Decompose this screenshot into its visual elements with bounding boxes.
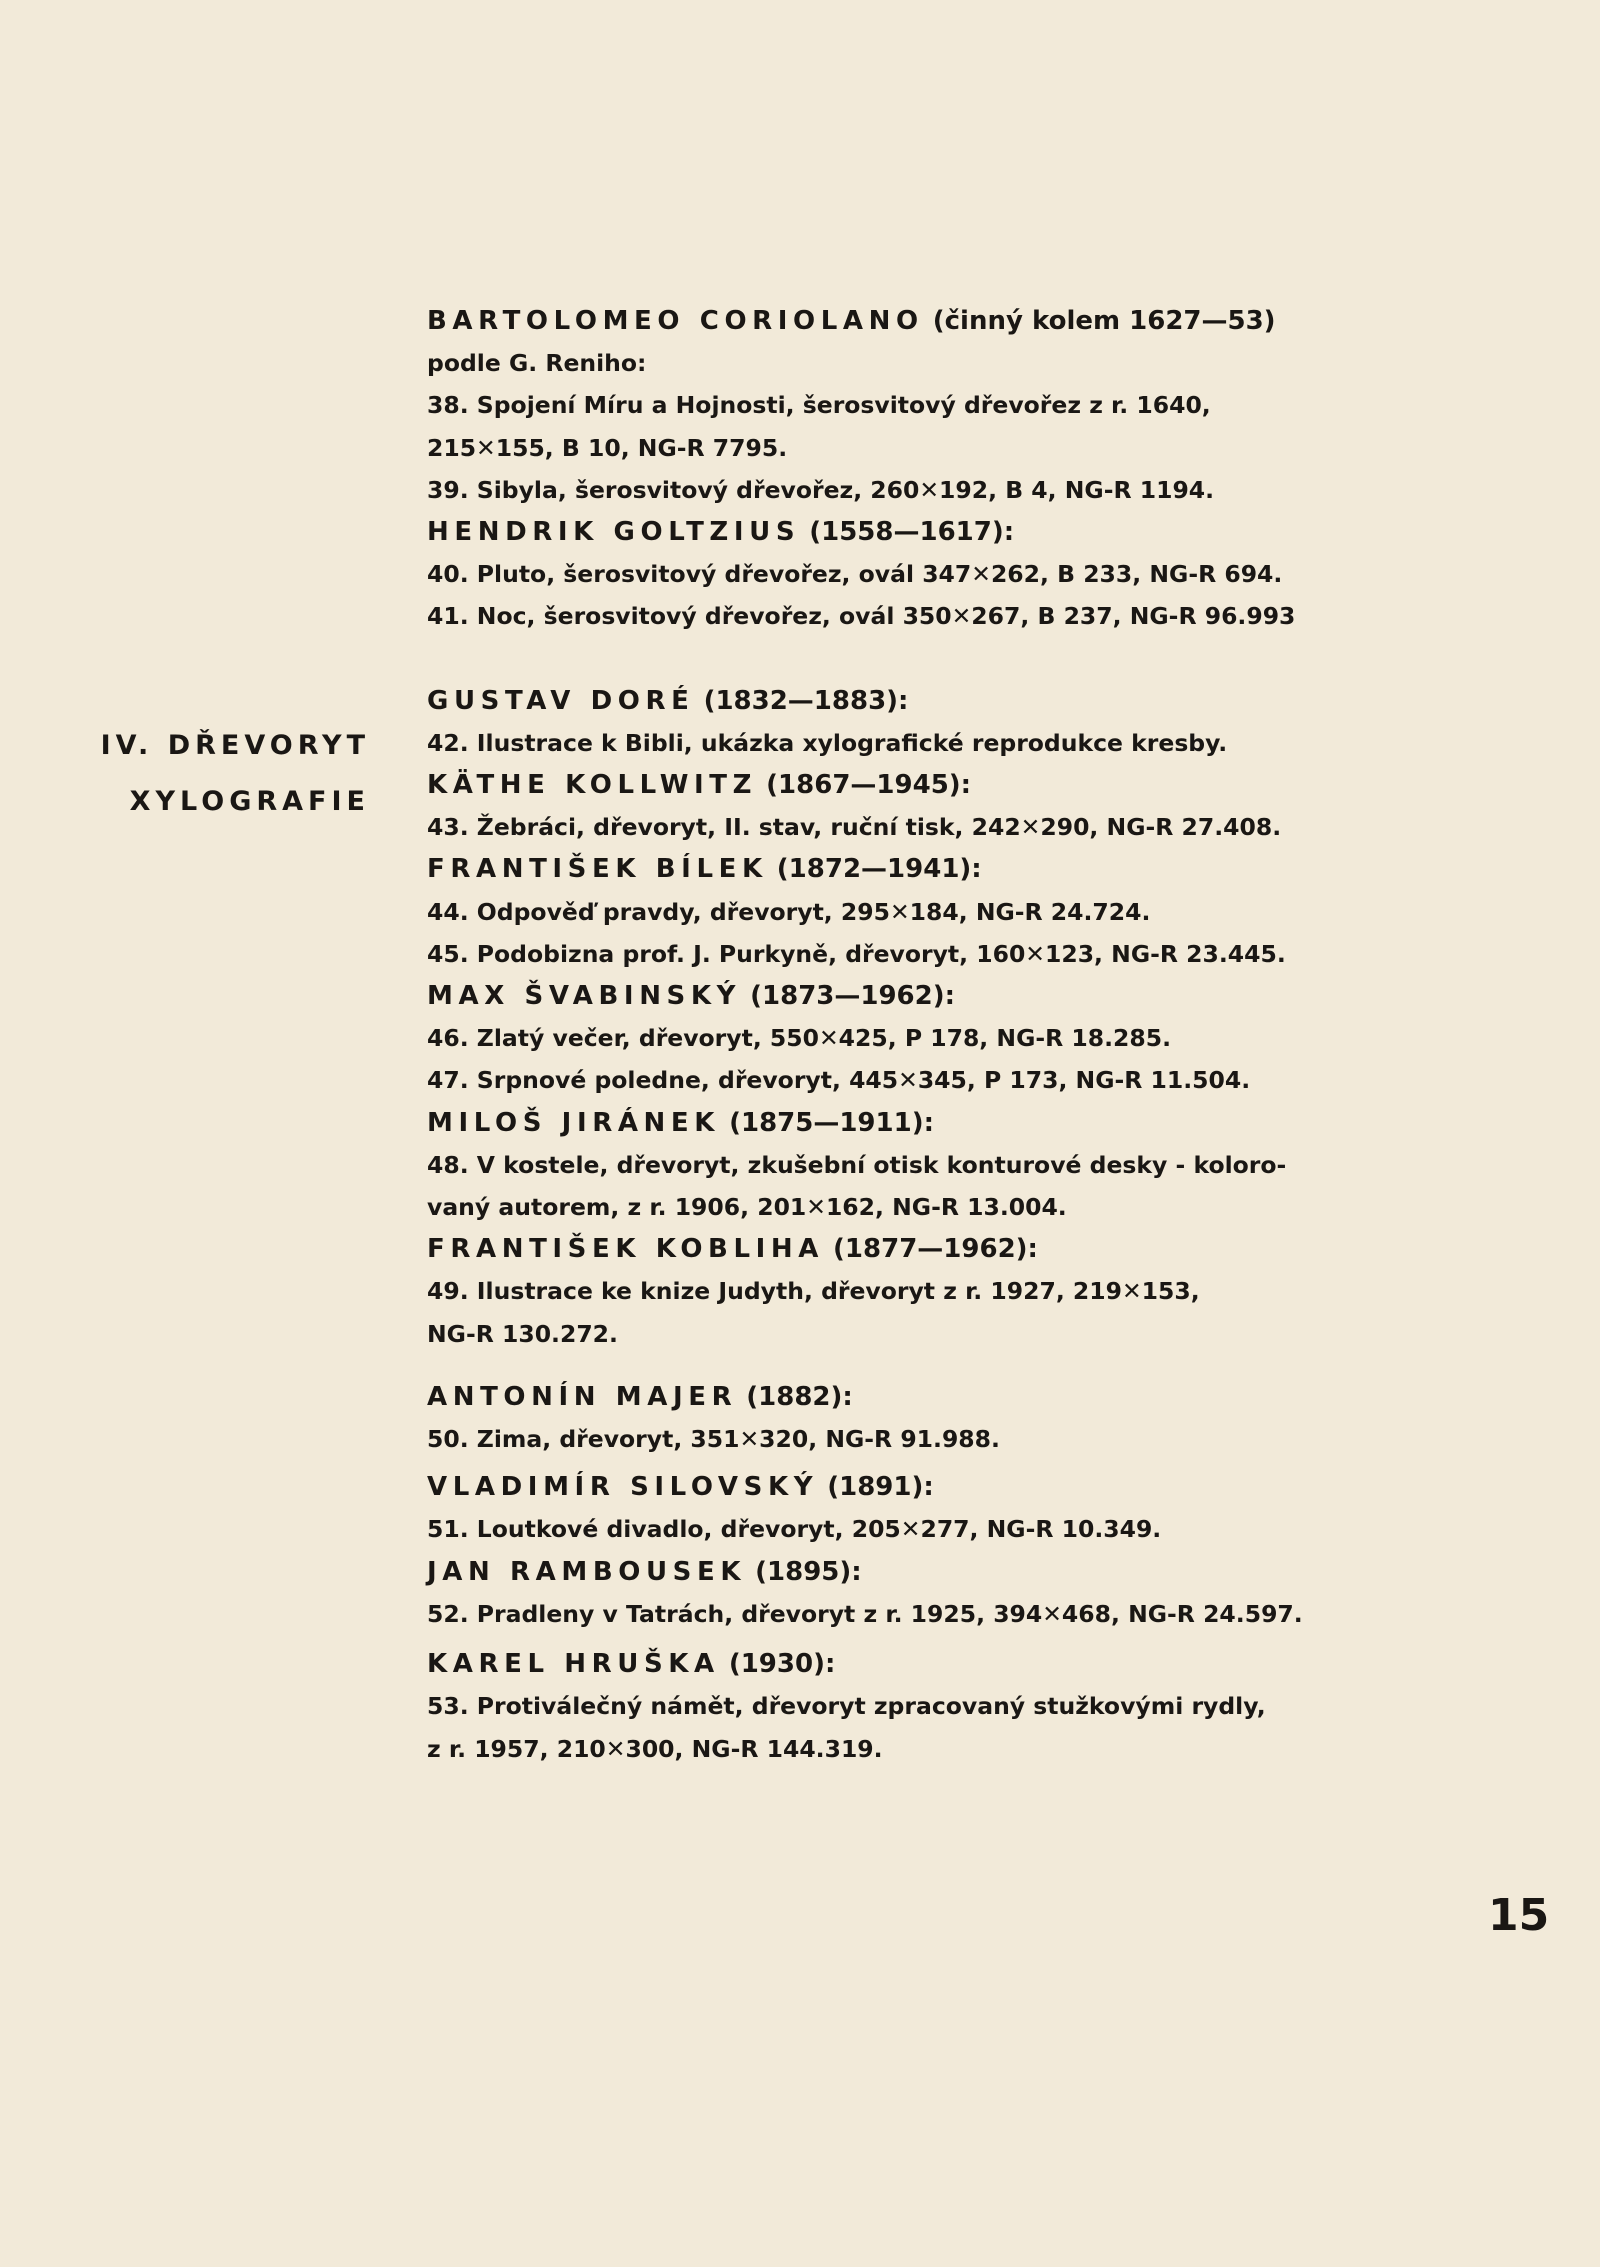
catalog-entry: 43. Žebráci, dřevoryt, II. stav, ruční tisk, 242✕290, NG-R 27.408.: [427, 813, 1282, 842]
artist-name: HENDRIK GOLTZIUS: [427, 517, 801, 548]
artist-dates: (1872—1941):: [776, 854, 982, 885]
catalog-entry: 38. Spojení Míru a Hojnosti, šerosvitový dřevořez z r. 1640,: [427, 391, 1211, 420]
artist-heading: [427, 1102, 1457, 1144]
artist-dates: (1875—1911):: [729, 1107, 934, 1138]
artist-group-kobliha: [427, 1228, 1457, 1355]
catalog-entry: 47. Srpnové poledne, dřevoryt, 445✕345, P 173, NG-R 11.504.: [427, 1066, 1251, 1095]
catalog-entry: 40. Pluto, šerosvitový dřevořez, ovál 347✕262, B 233, NG-R 694.: [427, 560, 1283, 589]
artist-dates: (1882):: [746, 1381, 853, 1412]
catalog-entry: 51. Loutkové divadlo, dřevoryt, 205✕277, NG-R 10.349.: [427, 1515, 1162, 1544]
catalog-entry: 50. Zima, dřevoryt, 351✕320, NG-R 91.988.: [427, 1425, 1000, 1454]
artist-dates: (1832—1883):: [703, 685, 909, 716]
artist-group-svabinsky: [427, 975, 1457, 1102]
artist-dates: (1877—1962):: [833, 1234, 1038, 1265]
artist-group-dore: [427, 680, 1457, 764]
artist-name: BARTOLOMEO CORIOLANO: [427, 306, 924, 336]
catalog-entry: 215✕155, B 10, NG-R 7795.: [427, 433, 788, 462]
catalog-entry: 41. Noc, šerosvitový dřevořez, ovál 350✕267, B 237, NG-R 96.993: [427, 602, 1296, 631]
artist-group-kollwitz: [427, 764, 1457, 848]
artist-heading: [427, 1228, 1457, 1270]
artist-name: MILOŠ JIRÁNEK: [427, 1107, 721, 1138]
section-heading-line2: XYLOGRAFIE: [129, 786, 370, 817]
artist-dates: (1895):: [755, 1556, 862, 1587]
artist-name: MAX ŠVABINSKÝ: [427, 981, 742, 1012]
artist-name: KAREL HRUŠKA: [427, 1649, 720, 1680]
artist-group-jiranek: [427, 1102, 1457, 1229]
catalog-entry: NG-R 130.272.: [427, 1319, 618, 1348]
artist-heading: [427, 1466, 1457, 1508]
artist-dates: (1558—1617):: [809, 517, 1015, 548]
artist-group-coriolano: [427, 300, 1457, 511]
page-number: 15: [1488, 1890, 1550, 1941]
artist-dates: (činný kolem 1627—53): [932, 306, 1276, 336]
artist-dates: (1891):: [827, 1472, 934, 1503]
catalog-entry: z r. 1957, 210✕300, NG-R 144.319.: [427, 1734, 883, 1763]
catalog-entry: 52. Pradleny v Tatrách, dřevoryt z r. 1925, 394✕468, NG-R 24.597.: [427, 1599, 1303, 1628]
section-heading: [40, 718, 370, 830]
artist-group-bilek: [427, 848, 1457, 975]
artist-group-rambousek: [427, 1551, 1457, 1635]
artist-name: FRANTIŠEK BÍLEK: [427, 854, 768, 885]
artist-heading: [427, 511, 1457, 553]
catalog-entry: vaný autorem, z r. 1906, 201✕162, NG-R 13.004.: [427, 1193, 1067, 1222]
artist-group-silovsky: [427, 1466, 1457, 1550]
artist-dates: (1867—1945):: [766, 770, 972, 801]
artist-heading: [427, 680, 1457, 722]
artist-heading: [427, 300, 1457, 342]
artist-name: JAN RAMBOUSEK: [427, 1556, 747, 1587]
artist-dates: (1873—1962):: [750, 981, 956, 1012]
catalog-entry: 46. Zlatý večer, dřevoryt, 550✕425, P 178, NG-R 18.285.: [427, 1024, 1172, 1053]
artist-name: ANTONÍN MAJER: [427, 1381, 738, 1412]
artist-heading: [427, 848, 1457, 890]
artist-dates: (1930):: [728, 1649, 836, 1680]
artist-note: podle G. Reniho:: [427, 349, 647, 378]
artist-group-goltzius: [427, 511, 1457, 638]
artist-heading: [427, 764, 1457, 806]
artist-group-majer: [427, 1376, 1457, 1460]
artist-name: VLADIMÍR SILOVSKÝ: [427, 1472, 819, 1503]
catalog-entry: 39. Sibyla, šerosvitový dřevořez, 260✕192, B 4, NG-R 1194.: [427, 475, 1215, 504]
artist-heading: [427, 1551, 1457, 1593]
catalog-entry: 49. Ilustrace ke knize Judyth, dřevoryt z r. 1927, 219✕153,: [427, 1277, 1200, 1306]
artist-name: GUSTAV DORÉ: [427, 685, 695, 716]
artist-heading: [427, 975, 1457, 1017]
catalog-entries: [427, 300, 1457, 1770]
artist-name: FRANTIŠEK KOBLIHA: [427, 1234, 824, 1265]
artist-heading: [427, 1643, 1457, 1685]
catalog-entry: 45. Podobizna prof. J. Purkyně, dřevoryt, 160✕123, NG-R 23.445.: [427, 939, 1286, 968]
catalog-entry: 48. V kostele, dřevoryt, zkušební otisk konturové desky - koloro-: [427, 1150, 1287, 1179]
artist-name: KÄTHE KOLLWITZ: [427, 770, 758, 801]
catalog-entry: 53. Protiválečný námět, dřevoryt zpracovaný stužkovými rydly,: [427, 1692, 1266, 1721]
catalog-entry: 44. Odpověď pravdy, dřevoryt, 295✕184, NG-R 24.724.: [427, 897, 1151, 926]
catalog-entry: 42. Ilustrace k Bibli, ukázka xylografické reprodukce kresby.: [427, 728, 1228, 757]
artist-group-hruska: [427, 1643, 1457, 1770]
artist-heading: [427, 1376, 1457, 1418]
section-heading-line1: IV. DŘEVORYT: [100, 730, 370, 761]
